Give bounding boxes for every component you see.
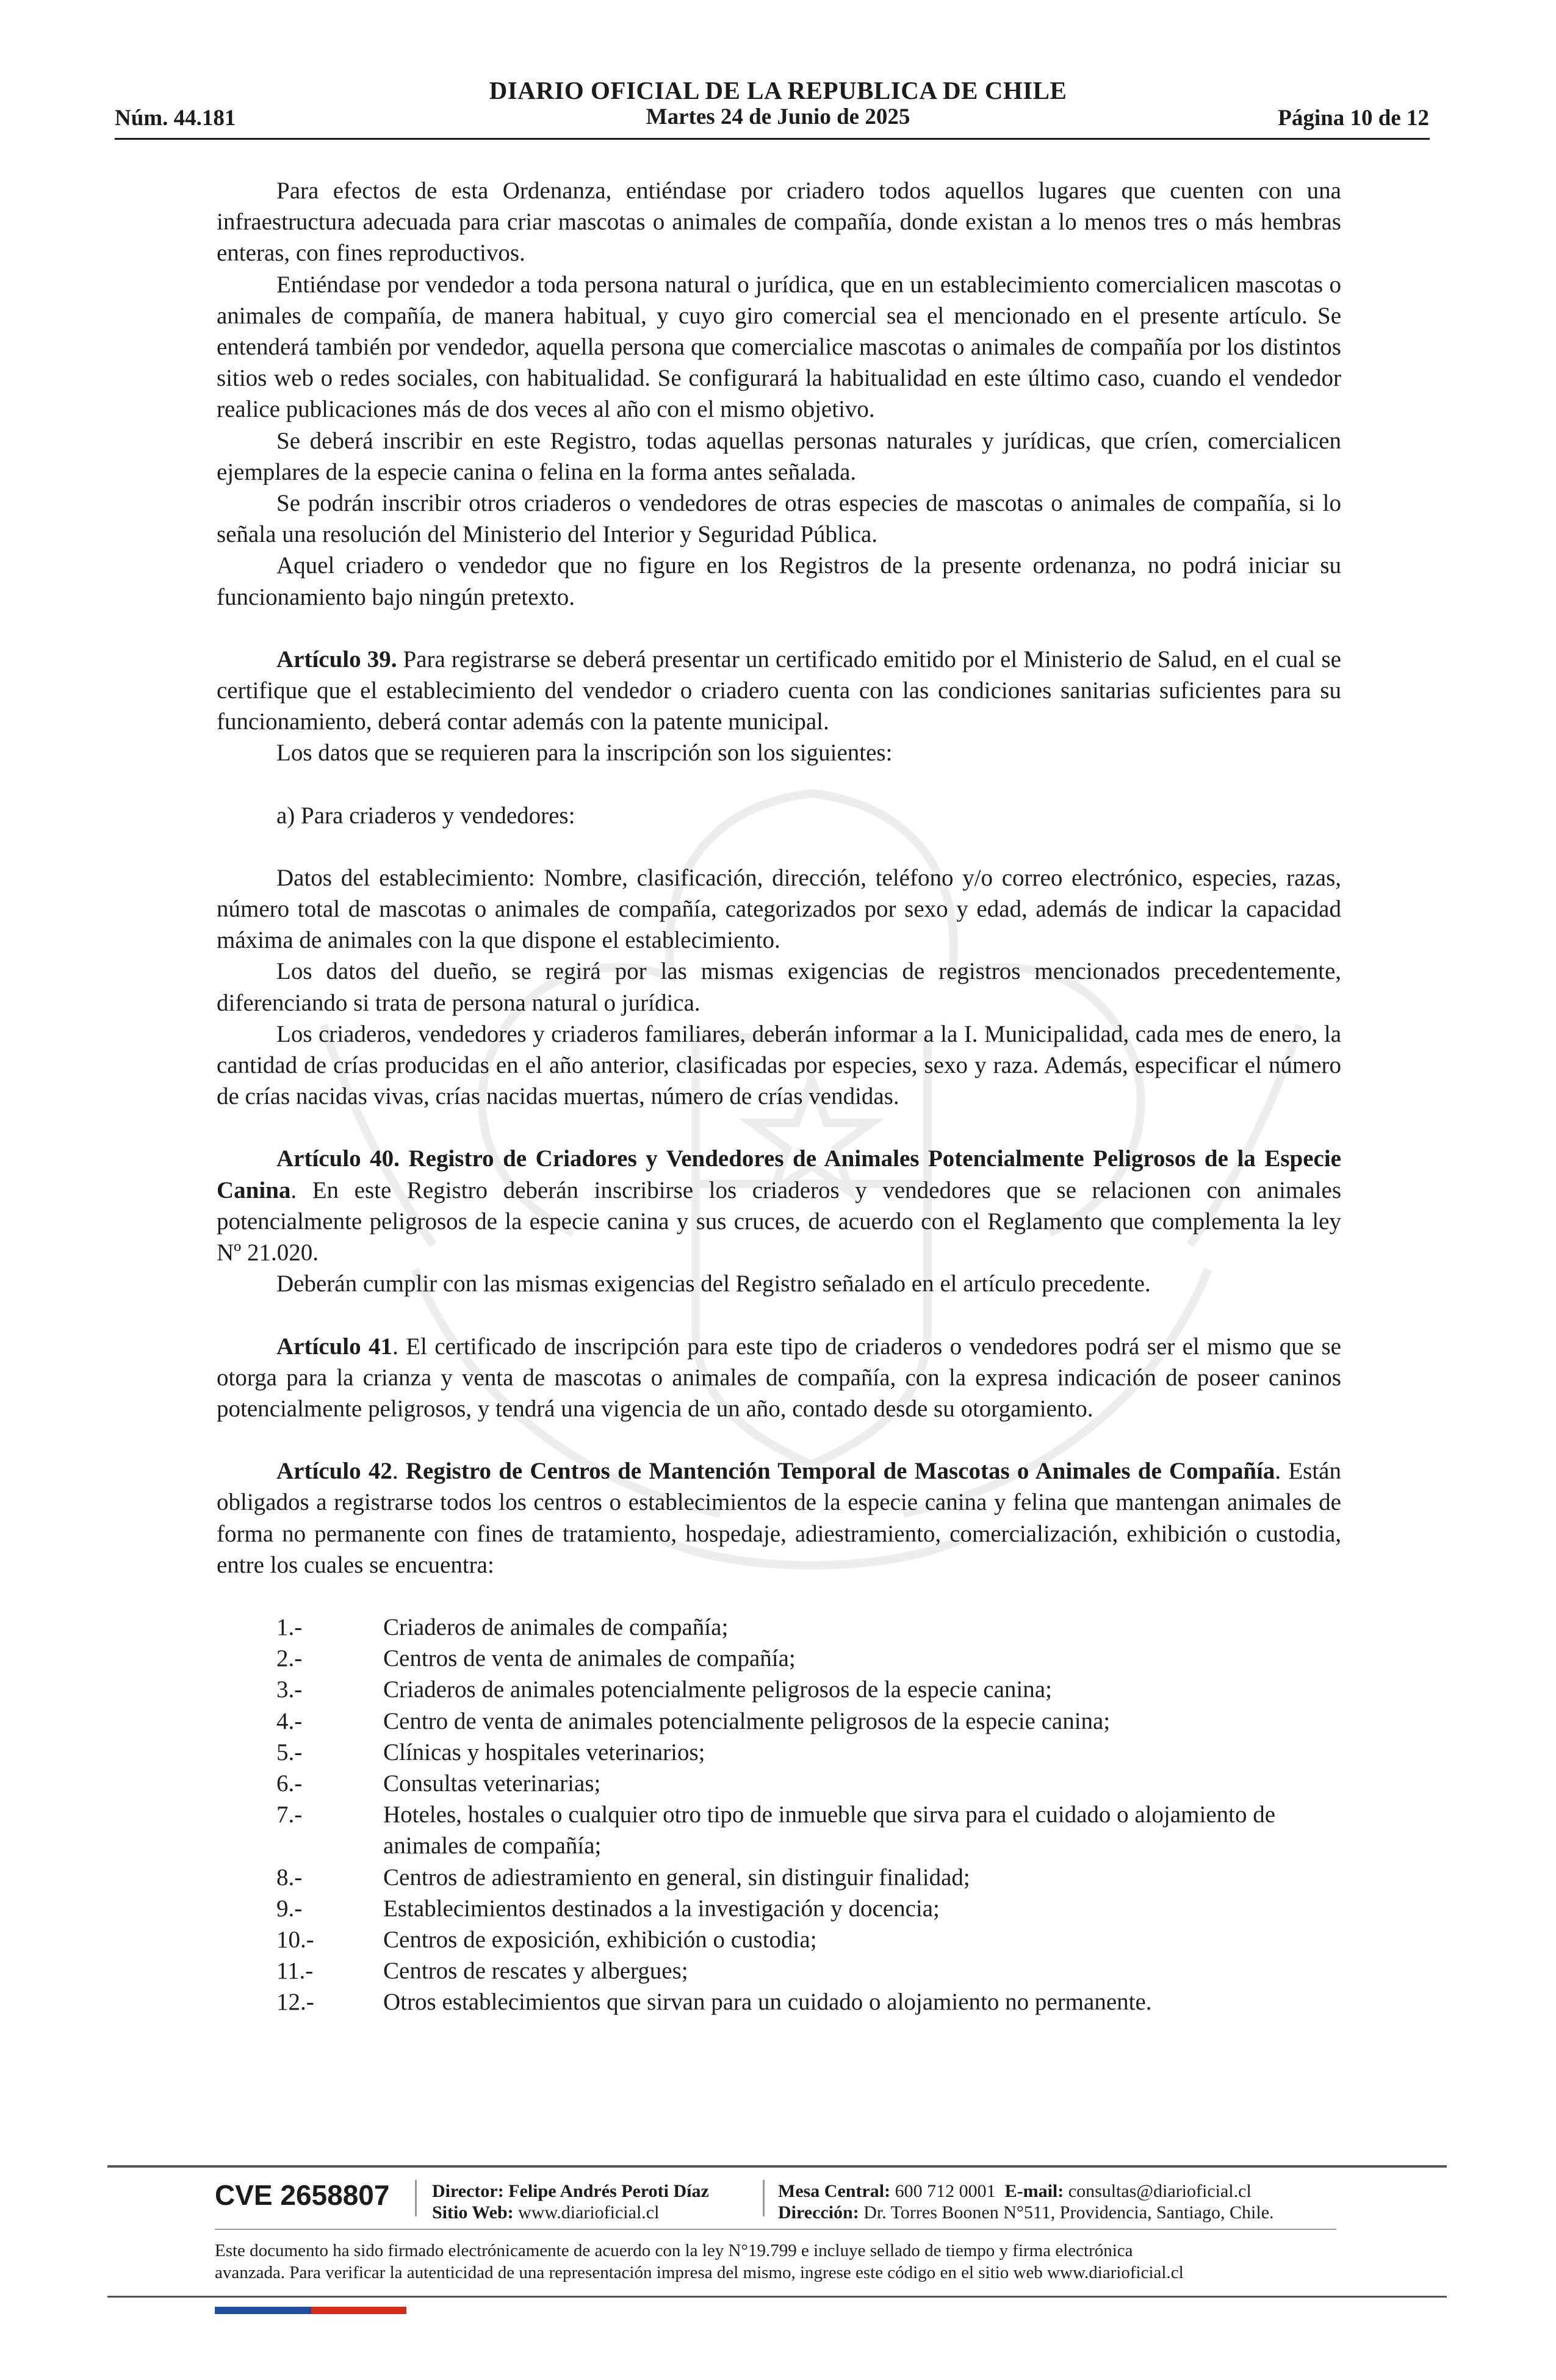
list-number: 12.- — [276, 1989, 314, 2016]
list-number: 6.- — [276, 1770, 303, 1797]
list-text: Establecimientos destinados a la investigación y docencia; — [383, 1895, 940, 1922]
list-number: 11.- — [276, 1958, 314, 1985]
paragraph: Datos del establecimiento: Nombre, clasificación, dirección, teléfono y/o correo electrónico, especies, razas, número total de mascotas o animales de compañía, categorizados por sexo y edad, además de indicar la capacidad máxima de animales con la que dispone el establecimiento. — [217, 864, 1341, 954]
article-text: . En este Registro deberán inscribirse los criaderos y vendedores que se relacionen con animales potencialmente peligrosos de la especie canina y sus cruces, de acuerdo con el Reglamento que complementa la ley Nº 21.020. — [217, 1177, 1341, 1266]
web-label: Sitio Web: — [432, 2202, 514, 2223]
article-text: Para registrarse se deberá presentar un certificado emitido por el Ministerio de Salud, en el cual se certifique que el establecimiento del vendedor o criadero cuenta con las condiciones sanitarias suficientes para su funcionamiento, deberá contar además con la patente municipal. — [217, 646, 1341, 735]
phone-number: 600 712 0001 — [895, 2181, 996, 2201]
paragraph: Aquel criadero o vendedor que no figure en los Registros de la presente ordenanza, no podrá iniciar su funcionamiento bajo ningún pretexto. — [217, 552, 1341, 610]
article-text: . El certificado de inscripción para este tipo de criaderos o vendedores podrá ser el mismo que se otorga para la crianza y venta de mascotas o animales de compañía, con la expresa indicación de poseer caninos potencialmente peligrosos, y tendrá una vigencia de un año, contado desde su otorgamiento. — [217, 1333, 1341, 1422]
list-text: Centros de adiestramiento en general, sin distinguir finalidad; — [383, 1864, 970, 1891]
article-heading: Registro de Centros de Mantención Temporal de Mascotas o Animales de Compañía — [405, 1458, 1275, 1485]
list-number: 10.- — [276, 1926, 314, 1953]
list-item — [276, 1799, 1341, 1861]
list-number: 8.- — [276, 1864, 303, 1891]
phone-label: Mesa Central: — [778, 2181, 891, 2201]
footer-separator — [763, 2180, 765, 2216]
flag-stripe-red — [311, 2307, 406, 2314]
article-body — [217, 175, 1341, 2018]
flag-stripe-blue — [215, 2307, 311, 2314]
list-number: 2.- — [276, 1645, 303, 1672]
list-item — [276, 1924, 1341, 1955]
header-divider — [115, 138, 1430, 140]
list-text: Clínicas y hospitales veterinarios; — [383, 1739, 705, 1765]
list-number: 9.- — [276, 1895, 303, 1922]
list-number: 5.- — [276, 1739, 303, 1765]
list-item — [276, 1737, 1341, 1768]
cve-code: CVE 2658807 — [215, 2179, 390, 2211]
list-number: 3.- — [276, 1676, 303, 1703]
article-heading: Artículo 42 — [276, 1458, 392, 1485]
article-42 — [217, 1455, 1341, 1581]
article-39 — [217, 644, 1341, 738]
list-number: 4.- — [276, 1707, 303, 1734]
paragraph: Los datos que se requieren para la inscripción son los siguientes: — [276, 740, 893, 766]
director-block — [432, 2180, 709, 2223]
list-item — [276, 1674, 1341, 1705]
address-label: Dirección: — [778, 2202, 859, 2223]
list-text: Centros de venta de animales de compañía; — [383, 1645, 796, 1672]
article-40 — [217, 1143, 1341, 1268]
paragraph: Se deberá inscribir en este Registro, todas aquellas personas naturales y jurídicas, que críen, comercialicen ejemplares de la especie canina o felina en la forma antes señalada. — [217, 427, 1341, 485]
paragraph: Deberán cumplir con las mismas exigencias del Registro señalado en el artículo precedente. — [276, 1271, 1151, 1297]
list-item — [276, 1862, 1341, 1893]
list-text: Criaderos de animales de compañía; — [383, 1614, 729, 1640]
contact-block — [778, 2180, 1274, 2223]
director-label: Director: — [432, 2181, 504, 2201]
list-number: 7.- — [276, 1801, 303, 1828]
article-heading: Artículo 41 — [276, 1333, 393, 1360]
list-item — [276, 1893, 1341, 1924]
list-text: Centro de venta de animales potencialmente peligrosos de la especie canina; — [383, 1707, 1111, 1734]
paragraph: a) Para criaderos y vendedores: — [276, 802, 575, 829]
paragraph: Los datos del dueño, se regirá por las mismas exigencias de registros mencionados precedentemente, diferenciando si trata de persona natural o jurídica. — [217, 958, 1341, 1016]
email-link[interactable]: consultas@diarioficial.cl — [1068, 2181, 1252, 2201]
issue-number: Núm. 44.181 — [115, 106, 236, 131]
list-text: Centros de exposición, exhibición o custodia; — [383, 1926, 817, 1953]
article-separator: . — [392, 1458, 406, 1485]
paragraph: Se podrán inscribir otros criaderos o vendedores de otras especies de mascotas o animales de compañía, si lo señala una resolución del Ministerio del Interior y Seguridad Pública. — [217, 490, 1341, 548]
article-text: . Están obligados a registrarse todos los centros o establecimientos de la especie canina y felina que mantengan animales de forma no permanente con fines de tratamiento, hospedaje, adiestramiento, comercialización, exhibición o custodia, entre los cuales se encuentra: — [217, 1458, 1341, 1578]
address-text: Dr. Torres Boonen N°511, Providencia, Santiago, Chile. — [863, 2202, 1274, 2223]
article-heading: Artículo 40. Registro de Criadores y Vendedores de Animales Potencialmente Peligrosos de la Especie Canina — [217, 1145, 1341, 1203]
list-item — [276, 1612, 1341, 1643]
footer-divider — [107, 2296, 1447, 2298]
list-number: 1.- — [276, 1614, 303, 1640]
issue-date: Martes 24 de Junio de 2025 — [646, 104, 910, 129]
list-text: Consultas veterinarias; — [383, 1770, 601, 1797]
list-item — [276, 1643, 1341, 1674]
legal-line: Este documento ha sido firmado electrónicamente de acuerdo con la ley N°19.799 e incluye sellado de tiempo y firma electrónica — [215, 2241, 1133, 2260]
footer-divider — [215, 2229, 1336, 2230]
establishment-list — [217, 1612, 1341, 2018]
list-text: Centros de rescates y albergues; — [383, 1958, 688, 1985]
list-item — [276, 1706, 1341, 1737]
list-item — [276, 1986, 1341, 2018]
page-number: Página 10 de 12 — [1278, 106, 1429, 131]
legal-notice — [215, 2240, 1374, 2284]
newspaper-title: DIARIO OFICIAL DE LA REPUBLICA DE CHILE — [489, 76, 1067, 104]
list-item — [276, 1768, 1341, 1799]
paragraph: Los criaderos, vendedores y criaderos familiares, deberán informar a la I. Municipalidad, cada mes de enero, la cantidad de crías producidas en el año anterior, clasificadas por especies, sexo y raza. Además, especificar el número de crías nacidas vivas, crías nacidas muertas, número de crías vendidas. — [217, 1020, 1341, 1110]
article-heading: Artículo 39. — [276, 646, 397, 673]
website-link[interactable]: www.diarioficial.cl — [518, 2202, 660, 2223]
director-name: Felipe Andrés Peroti Díaz — [508, 2181, 709, 2201]
list-text: Otros establecimientos que sirvan para un cuidado o alojamiento no permanente. — [383, 1989, 1152, 2016]
paragraph: Para efectos de esta Ordenanza, entiéndase por criadero todos aquellos lugares que cuenten con una infraestructura adecuada para criar mascotas o animales de compañía, donde existan a lo menos tres o más hembras enteras, con fines reproductivos. — [217, 178, 1341, 267]
list-text: Criaderos de animales potencialmente peligrosos de la especie canina; — [383, 1676, 1052, 1703]
list-item — [276, 1955, 1341, 1986]
footer-separator — [415, 2180, 417, 2216]
legal-line: avanzada. Para verificar la autenticidad de una representación impresa del mismo, ingrese este código en el sitio web www.diarioficial.cl — [215, 2263, 1184, 2282]
paragraph: Entiéndase por vendedor a toda persona natural o jurídica, que en un establecimiento comercialicen mascotas o animales de compañía, de manera habitual, y cuyo giro comercial sea el mencionado en el presente artículo. Se entenderá también por vendedor, aquella persona que comercialice mascotas o animales de compañía por los distintos sitios web o redes sociales, con habitualidad. Se configurará la habitualidad en este último caso, cuando el vendedor realice publicaciones más de dos veces al año con el mismo objetivo. — [217, 271, 1341, 423]
footer-divider — [107, 2165, 1447, 2168]
article-41 — [217, 1331, 1341, 1425]
list-text: Hoteles, hostales o cualquier otro tipo de inmueble que sirva para el cuidado o alojamiento de animales de compañía; — [383, 1801, 1276, 1859]
email-label: E-mail: — [1004, 2181, 1064, 2201]
